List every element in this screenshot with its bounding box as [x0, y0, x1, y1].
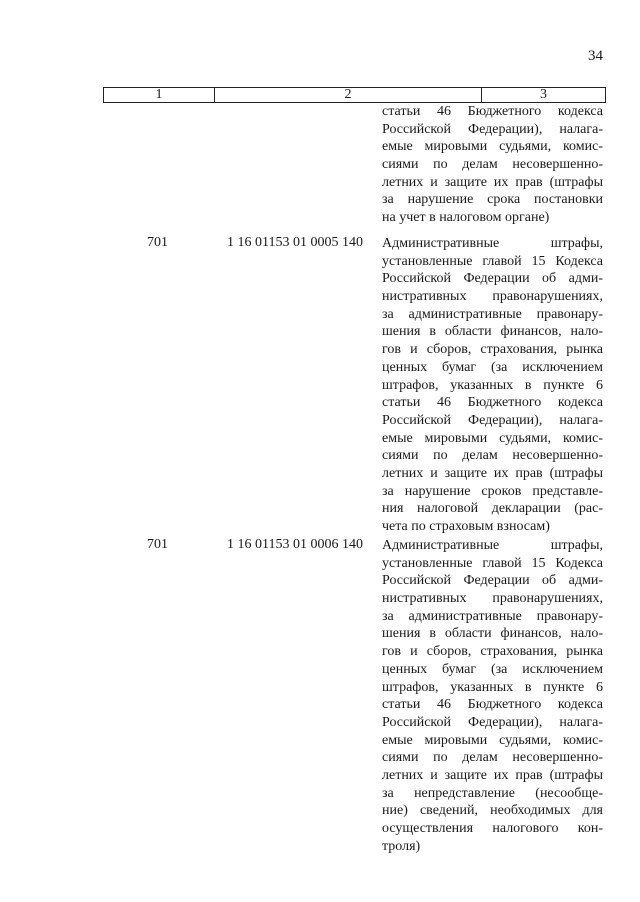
- table-header-row: [103, 87, 606, 103]
- text-line: сиями по делам несовершенно-: [382, 448, 603, 464]
- text-line: за административные правонару-: [382, 306, 603, 322]
- text-line: емые мировыми судьями, комис-: [382, 430, 603, 446]
- text-line: Российской Федерации), налага-: [382, 121, 603, 137]
- text-line: установленные главой 15 Кодекса: [382, 555, 603, 571]
- text-line: шения в области финансов, нало-: [382, 626, 603, 642]
- text-line: нистративных правонарушениях,: [382, 289, 603, 305]
- text-line: статьи 46 Бюджетного кодекса: [382, 395, 603, 411]
- header-cell-col2: 2: [215, 88, 482, 102]
- continuation-description: [382, 103, 603, 227]
- text-line: за непредставление (несообще-: [382, 785, 603, 801]
- text-line: шения в области финансов, нало-: [382, 324, 603, 340]
- row-1-admin-code: 701: [147, 235, 168, 250]
- text-line: Российской Федерации об адми-: [382, 271, 603, 287]
- text-line: статьи 46 Бюджетного кодекса: [382, 697, 603, 713]
- text-line: штрафов, указанных в пункте 6: [382, 377, 603, 393]
- text-line: ния налоговой декларации (рас-: [382, 501, 603, 517]
- header-cell-col1: 1: [104, 88, 215, 102]
- text-line: Российской Федерации об адми-: [382, 573, 603, 589]
- text-line: за нарушение срока постановки: [382, 192, 603, 208]
- text-line: Российской Федерации), налага-: [382, 412, 603, 428]
- text-line: Российской Федерации), налага-: [382, 714, 603, 730]
- row-2-admin-code: 701: [147, 537, 168, 552]
- text-line: установленные главой 15 Кодекса: [382, 253, 603, 269]
- text-line: емые мировыми судьями, комис-: [382, 139, 603, 155]
- text-line: летних и защите их прав (штрафы: [382, 465, 603, 481]
- text-line: летних и защите их прав (штрафы: [382, 174, 603, 190]
- text-line: емые мировыми судьями, комис-: [382, 732, 603, 748]
- header-cell-col3: 3: [540, 87, 547, 102]
- page-number: 34: [588, 48, 603, 64]
- text-line: гов и сборов, страхования, рынка: [382, 342, 603, 358]
- row-2-kbk-code: 1 16 01153 01 0006 140: [227, 537, 363, 552]
- text-line: за административные правонару-: [382, 608, 603, 624]
- row-1-kbk-code: 1 16 01153 01 0005 140: [227, 235, 363, 250]
- text-line: троля): [382, 838, 421, 854]
- text-line: ценных бумаг (за исключением: [382, 359, 603, 375]
- text-line: гов и сборов, страхования, рынка: [382, 644, 603, 660]
- text-line: статьи 46 Бюджетного кодекса: [382, 104, 603, 119]
- text-line: Административные штрафы,: [382, 538, 603, 553]
- text-line: ние) сведений, необходимых для: [382, 803, 603, 819]
- text-line: на учет в налоговом органе): [382, 210, 550, 226]
- text-line: Административные штрафы,: [382, 236, 603, 251]
- text-line: осуществления налогового кон-: [382, 821, 603, 836]
- row-2-description: [382, 537, 603, 855]
- row-1-description: [382, 235, 603, 536]
- text-line: чета по страховым взносам): [382, 519, 550, 534]
- text-line: сиями по делам несовершенно-: [382, 750, 603, 766]
- text-line: штрафов, указанных в пункте 6: [382, 679, 603, 695]
- text-line: за нарушение сроков представле-: [382, 483, 603, 499]
- text-line: ценных бумаг (за исключением: [382, 661, 603, 677]
- text-line: нистративных правонарушениях,: [382, 591, 603, 607]
- text-line: сиями по делам несовершенно-: [382, 157, 603, 173]
- text-line: летних и защите их прав (штрафы: [382, 767, 603, 783]
